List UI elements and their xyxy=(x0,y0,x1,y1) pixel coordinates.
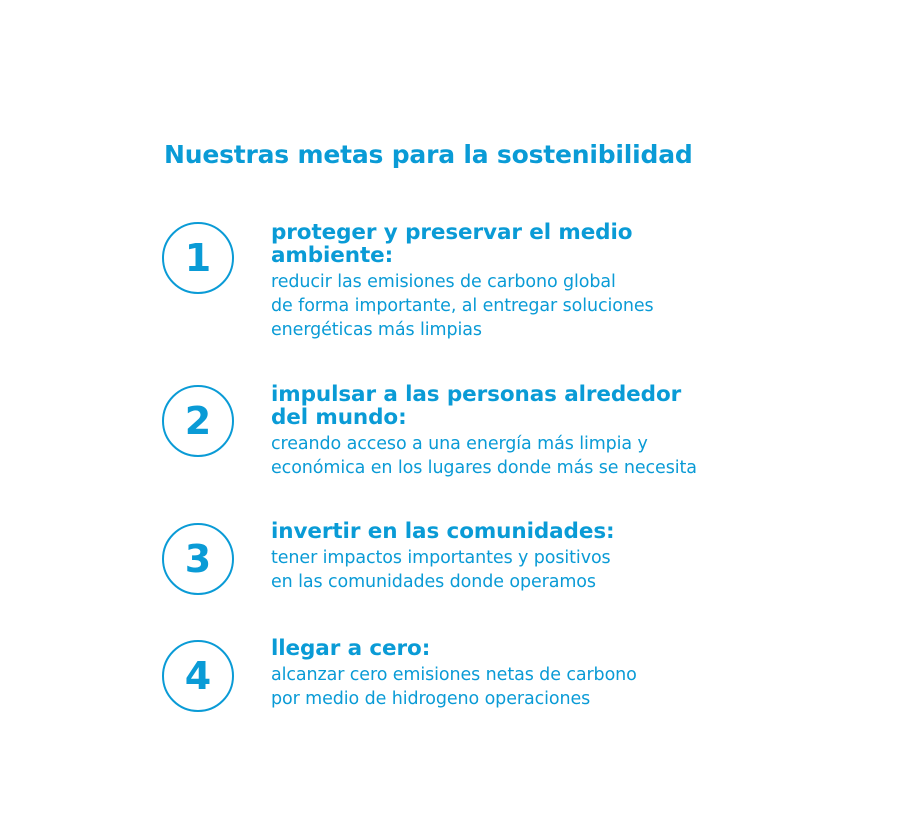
goal-heading-line: invertir en las comunidades: xyxy=(271,519,615,544)
goal-description xyxy=(271,270,831,342)
goal-description-line: en las comunidades donde operamos xyxy=(271,572,596,592)
goal-heading-line: impulsar a las personas alrededor xyxy=(271,382,682,407)
goal-text xyxy=(271,221,831,342)
goal-heading-line: del mundo: xyxy=(271,405,407,430)
goal-description-line: energéticas más limpias xyxy=(271,320,482,340)
goal-number-badge: 2 xyxy=(162,385,234,457)
goal-text xyxy=(271,637,831,711)
goal-heading xyxy=(271,520,831,543)
goal-heading xyxy=(271,637,831,660)
goal-description-line: reducir las emisiones de carbono global xyxy=(271,272,616,292)
goal-description xyxy=(271,663,831,711)
goal-number-badge: 4 xyxy=(162,640,234,712)
goal-heading-line: proteger y preservar el medio xyxy=(271,220,633,245)
goal-description-line: creando acceso a una energía más limpia y xyxy=(271,434,648,454)
goal-number-badge: 1 xyxy=(162,222,234,294)
goal-heading xyxy=(271,383,831,429)
goal-description-line: por medio de hidrogeno operaciones xyxy=(271,689,591,709)
goal-description-line: económica en los lugares donde más se necesita xyxy=(271,458,697,478)
goal-number-badge: 3 xyxy=(162,523,234,595)
goal-text xyxy=(271,520,831,594)
goal-heading-line: llegar a cero: xyxy=(271,636,431,661)
goal-description xyxy=(271,432,831,480)
goal-description-line: alcanzar cero emisiones netas de carbono xyxy=(271,665,637,685)
goal-description-line: tener impactos importantes y positivos xyxy=(271,548,611,568)
goal-heading-line: ambiente: xyxy=(271,243,394,268)
goal-heading xyxy=(271,221,831,267)
goal-text xyxy=(271,383,831,480)
page-title: Nuestras metas para la sostenibilidad xyxy=(164,140,693,169)
goal-description xyxy=(271,546,831,594)
goal-description-line: de forma importante, al entregar soluciones xyxy=(271,296,654,316)
